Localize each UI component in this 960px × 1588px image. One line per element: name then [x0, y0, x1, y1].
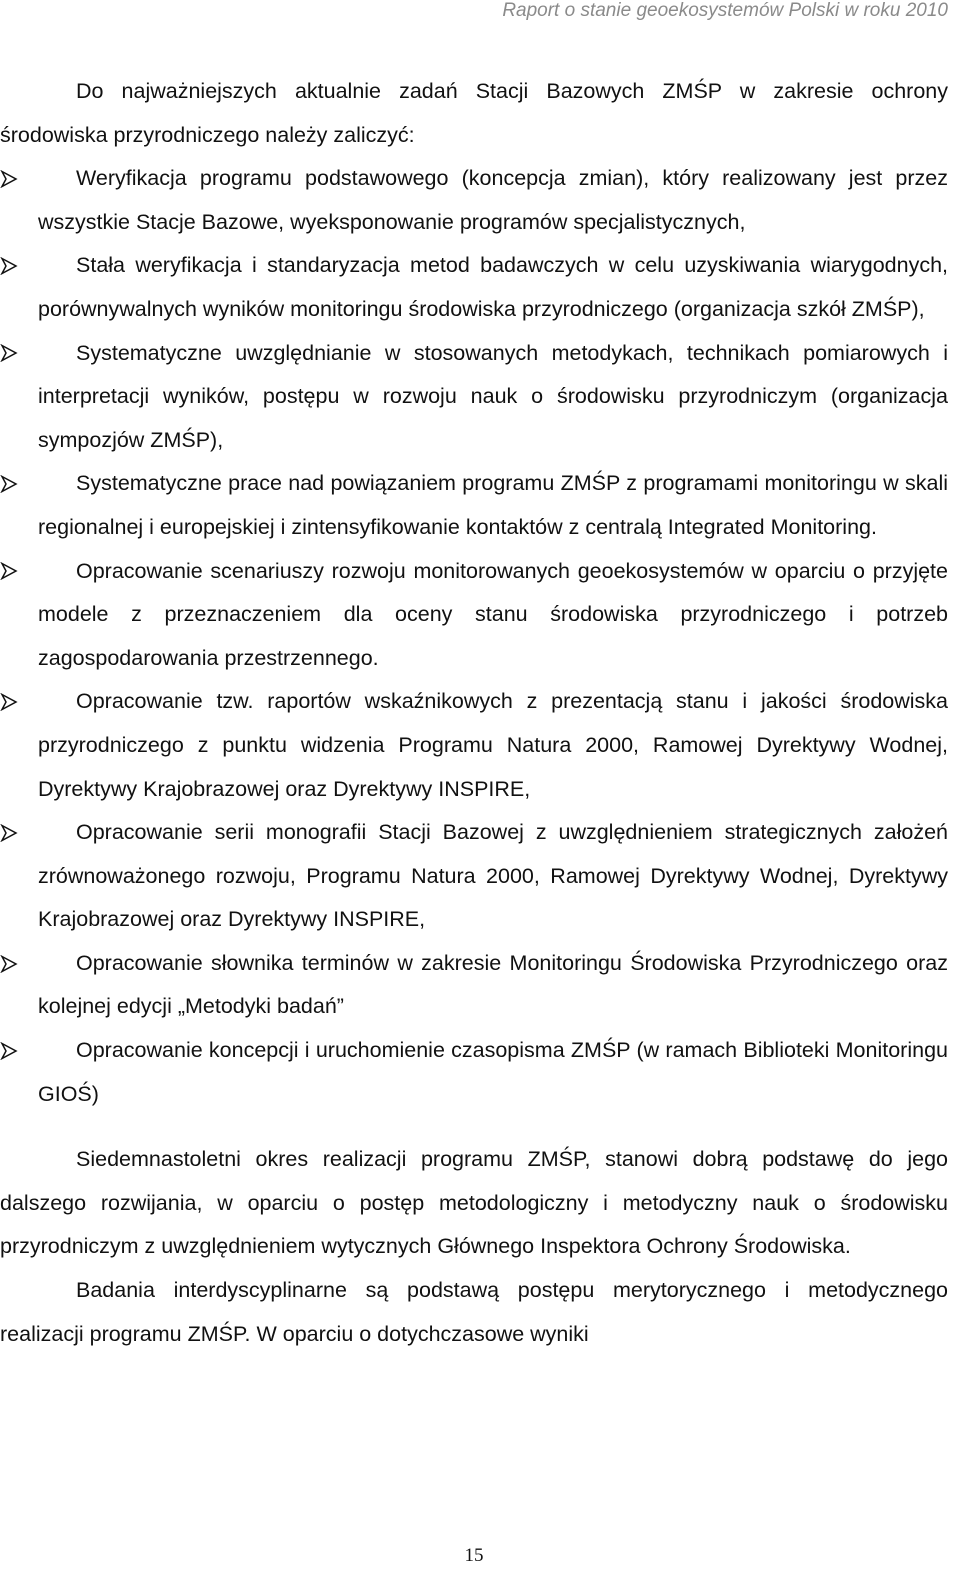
list-item-text: Systematyczne prace nad powiązaniem programu ZMŚP z programami monitoringu w skali regionalnej i europejskiej i zintensyfikowanie kontaktów z centralą Integrated Monitoring. — [38, 471, 948, 539]
list-item-text: Opracowanie scenariuszy rozwoju monitorowanych geoekosystemów w oparciu o przyjęte modele z przeznaczeniem dla oceny stanu środowiska przyrodniczego i potrzeb zagospodarowania przestrzennego. — [38, 558, 948, 670]
arrowhead-bullet-icon — [0, 550, 24, 594]
list-item-text: Opracowanie słownika terminów w zakresie Monitoringu Środowiska Przyrodniczego oraz kolejnej edycji „Metodyki badań” — [38, 950, 948, 1019]
document-body — [0, 70, 948, 1356]
list-item — [0, 680, 948, 811]
body-paragraph: Siedemnastoletni okres realizacji programu ZMŚP, stanowi dobrą podstawę do jego dalszego rozwijania, w oparciu o postęp metodologiczny i metodyczny nauk o środowisku przyrodniczym z uwzględnieniem wytycznych Głównego Inspektora Ochrony Środowiska. — [0, 1147, 948, 1259]
list-item-text: Systematyczne uwzględnianie w stosowanych metodykach, technikach pomiarowych i interpretacji wyników, postępu w rozwoju nauk o środowisku przyrodniczym (organizacja sympozjów ZMŚP), — [38, 340, 948, 452]
list-item — [0, 811, 948, 942]
list-item — [0, 332, 948, 463]
arrowhead-bullet-icon — [0, 462, 24, 506]
arrowhead-bullet-icon — [0, 811, 24, 855]
running-header: Raport o stanie geoekosystemów Polski w roku 2010 — [502, 0, 948, 21]
list-item-text: Weryfikacja programu podstawowego (koncepcja zmian), który realizowany jest przez wszystkie Stacje Bazowe, wyeksponowanie programów specjalistycznych, — [38, 166, 948, 234]
arrowhead-bullet-icon — [0, 244, 24, 288]
list-item-text: Stała weryfikacja i standaryzacja metod badawczych w celu uzyskiwania wiarygodnych, porównywalnych wyników monitoringu środowiska przyrodniczego (organizacja szkół ZMŚP), — [38, 253, 948, 321]
list-item-text: Opracowanie koncepcji i uruchomienie czasopisma ZMŚP (w ramach Biblioteki Monitoringu GIOŚ) — [38, 1038, 948, 1106]
task-list — [0, 157, 948, 1116]
list-item — [0, 244, 948, 331]
intro-paragraph: Do najważniejszych aktualnie zadań Stacji Bazowych ZMŚP w zakresie ochrony środowiska przyrodniczego należy zaliczyć: — [0, 79, 948, 147]
page-number: 15 — [464, 1545, 484, 1566]
arrowhead-bullet-icon — [0, 942, 24, 986]
arrowhead-bullet-icon — [0, 1029, 24, 1073]
arrowhead-bullet-icon — [0, 157, 24, 201]
list-item — [0, 462, 948, 549]
list-item-text: Opracowanie serii monografii Stacji Bazowej z uwzględnieniem strategicznych założeń zrównoważonego rozwoju, Programu Natura 2000, Ramowej Dyrektywy Wodnej, Dyrektywy Krajobrazowej oraz Dyrektywy INSPIRE, — [38, 820, 948, 932]
list-item — [0, 1029, 948, 1116]
list-item — [0, 942, 948, 1029]
list-item-text: Opracowanie tzw. raportów wskaźnikowych z prezentacją stanu i jakości środowiska przyrodniczego z punktu widzenia Programu Natura 2000, Ramowej Dyrektywy Wodnej, Dyrektywy Krajobrazowej oraz Dyrektywy INSPIRE, — [38, 689, 948, 801]
arrowhead-bullet-icon — [0, 332, 24, 376]
body-paragraph: Badania interdyscyplinarne są podstawą postępu merytorycznego i metodycznego realizacji programu ZMŚP. W oparciu o dotychczasowe wyniki — [0, 1278, 948, 1346]
list-item — [0, 157, 948, 244]
arrowhead-bullet-icon — [0, 680, 24, 724]
list-item — [0, 550, 948, 681]
